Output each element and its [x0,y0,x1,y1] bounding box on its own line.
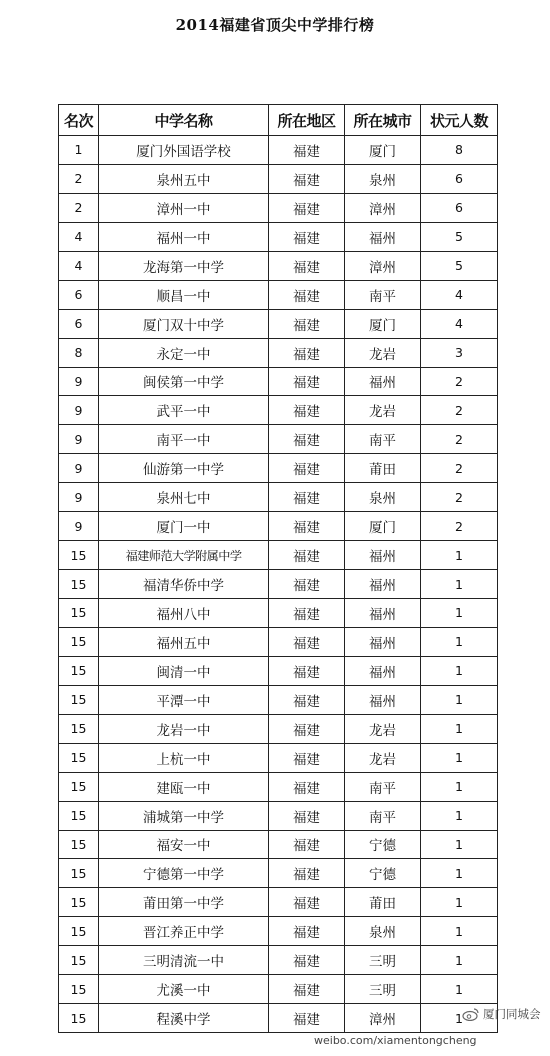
school-name-cell: 建瓯一中 [99,772,269,801]
city-cell: 福州 [345,627,421,656]
top-scorer-count-cell: 1 [421,570,498,599]
city-cell: 龙岩 [345,714,421,743]
top-scorer-count-cell: 3 [421,338,498,367]
rank-cell: 1 [59,136,99,165]
city-cell: 泉州 [345,164,421,193]
rank-cell: 15 [59,599,99,628]
region-cell: 福建 [269,888,345,917]
city-cell: 福州 [345,656,421,685]
school-name-cell: 莆田第一中学 [99,888,269,917]
school-name-cell: 顺昌一中 [99,280,269,309]
table-row [59,280,498,309]
rank-cell: 15 [59,946,99,975]
region-cell: 福建 [269,570,345,599]
top-scorer-count-cell: 4 [421,309,498,338]
table-row [59,222,498,251]
rank-cell: 9 [59,396,99,425]
table-row [59,541,498,570]
school-name-cell: 上杭一中 [99,743,269,772]
school-name-cell: 福州八中 [99,599,269,628]
table-row [59,193,498,222]
city-cell: 南平 [345,772,421,801]
school-name-cell: 厦门一中 [99,512,269,541]
region-cell: 福建 [269,425,345,454]
header-school-name: 中学名称 [99,105,269,136]
city-cell: 龙岩 [345,396,421,425]
city-cell: 龙岩 [345,743,421,772]
table-row [59,512,498,541]
city-cell: 厦门 [345,512,421,541]
table-row [59,772,498,801]
top-scorer-count-cell: 1 [421,1004,498,1033]
city-cell: 漳州 [345,1004,421,1033]
table-row [59,570,498,599]
rank-cell: 9 [59,425,99,454]
rank-cell: 15 [59,743,99,772]
top-scorer-count-cell: 1 [421,830,498,859]
table-row [59,367,498,396]
rank-cell: 15 [59,656,99,685]
region-cell: 福建 [269,917,345,946]
city-cell: 宁德 [345,859,421,888]
city-cell: 南平 [345,425,421,454]
table-header-row [59,105,498,136]
region-cell: 福建 [269,136,345,165]
table-row [59,859,498,888]
watermark-url: weibo.com/xiamentongcheng [314,1034,477,1047]
school-name-cell: 三明清流一中 [99,946,269,975]
region-cell: 福建 [269,309,345,338]
region-cell: 福建 [269,338,345,367]
school-name-cell: 尤溪一中 [99,975,269,1004]
top-scorer-count-cell: 1 [421,946,498,975]
city-cell: 龙岩 [345,338,421,367]
school-name-cell: 武平一中 [99,396,269,425]
rank-cell: 15 [59,917,99,946]
city-cell: 漳州 [345,193,421,222]
school-name-cell: 漳州一中 [99,193,269,222]
table-row [59,888,498,917]
top-scorer-count-cell: 6 [421,164,498,193]
top-scorer-count-cell: 1 [421,917,498,946]
table-body [59,136,498,1033]
table-row [59,685,498,714]
school-name-cell: 厦门双十中学 [99,309,269,338]
school-name-cell: 泉州七中 [99,483,269,512]
header-city: 所在城市 [345,105,421,136]
region-cell: 福建 [269,946,345,975]
rank-cell: 15 [59,801,99,830]
top-scorer-count-cell: 6 [421,193,498,222]
rank-cell: 9 [59,454,99,483]
school-name-cell: 泉州五中 [99,164,269,193]
top-scorer-count-cell: 2 [421,367,498,396]
region-cell: 福建 [269,512,345,541]
table-row [59,136,498,165]
rank-cell: 15 [59,627,99,656]
region-cell: 福建 [269,222,345,251]
top-scorer-count-cell: 1 [421,975,498,1004]
city-cell: 福州 [345,541,421,570]
watermark-account-name: 厦门同城会 [483,1007,541,1021]
table-row [59,251,498,280]
school-name-cell: 宁德第一中学 [99,859,269,888]
rank-cell: 6 [59,309,99,338]
school-name-cell: 厦门外国语学校 [99,136,269,165]
table-row [59,801,498,830]
header-region: 所在地区 [269,105,345,136]
table-row [59,975,498,1004]
region-cell: 福建 [269,367,345,396]
region-cell: 福建 [269,830,345,859]
table-row [59,743,498,772]
ranking-table [58,104,498,1033]
school-name-cell: 龙岩一中 [99,714,269,743]
rank-cell: 4 [59,222,99,251]
top-scorer-count-cell: 1 [421,714,498,743]
page-title: 2014福建省顶尖中学排行榜 [175,16,375,34]
top-scorer-count-cell: 2 [421,396,498,425]
table-row [59,917,498,946]
rank-cell: 15 [59,772,99,801]
rank-cell: 9 [59,483,99,512]
region-cell: 福建 [269,743,345,772]
header-rank: 名次 [59,105,99,136]
top-scorer-count-cell: 4 [421,280,498,309]
region-cell: 福建 [269,714,345,743]
rank-cell: 15 [59,975,99,1004]
school-name-cell: 闽侯第一中学 [99,367,269,396]
table-row [59,425,498,454]
top-scorer-count-cell: 2 [421,454,498,483]
region-cell: 福建 [269,772,345,801]
school-name-cell: 福清华侨中学 [99,570,269,599]
table-row [59,656,498,685]
city-cell: 莆田 [345,888,421,917]
table-row [59,396,498,425]
table-row [59,714,498,743]
school-name-cell: 龙海第一中学 [99,251,269,280]
top-scorer-count-cell: 1 [421,656,498,685]
top-scorer-count-cell: 5 [421,222,498,251]
rank-cell: 15 [59,570,99,599]
region-cell: 福建 [269,396,345,425]
school-name-cell: 福州一中 [99,222,269,251]
city-cell: 宁德 [345,830,421,859]
rank-cell: 15 [59,830,99,859]
top-scorer-count-cell: 2 [421,425,498,454]
region-cell: 福建 [269,599,345,628]
top-scorer-count-cell: 1 [421,599,498,628]
city-cell: 福州 [345,222,421,251]
table-row [59,627,498,656]
city-cell: 漳州 [345,251,421,280]
region-cell: 福建 [269,454,345,483]
school-name-cell: 晋江养正中学 [99,917,269,946]
region-cell: 福建 [269,164,345,193]
region-cell: 福建 [269,280,345,309]
table-row [59,483,498,512]
city-cell: 厦门 [345,309,421,338]
city-cell: 厦门 [345,136,421,165]
region-cell: 福建 [269,193,345,222]
city-cell: 福州 [345,599,421,628]
rank-cell: 9 [59,512,99,541]
school-name-cell: 平潭一中 [99,685,269,714]
table-row [59,599,498,628]
rank-cell: 15 [59,541,99,570]
table-row [59,946,498,975]
region-cell: 福建 [269,251,345,280]
city-cell: 三明 [345,975,421,1004]
top-scorer-count-cell: 1 [421,888,498,917]
school-name-cell: 程溪中学 [99,1004,269,1033]
school-name-cell: 永定一中 [99,338,269,367]
rank-cell: 15 [59,1004,99,1033]
top-scorer-count-cell: 2 [421,512,498,541]
rank-cell: 6 [59,280,99,309]
top-scorer-count-cell: 1 [421,743,498,772]
school-name-cell: 浦城第一中学 [99,801,269,830]
region-cell: 福建 [269,627,345,656]
region-cell: 福建 [269,1004,345,1033]
table-row [59,454,498,483]
rank-cell: 15 [59,888,99,917]
school-name-cell: 南平一中 [99,425,269,454]
region-cell: 福建 [269,685,345,714]
region-cell: 福建 [269,541,345,570]
top-scorer-count-cell: 1 [421,541,498,570]
table-row [59,830,498,859]
region-cell: 福建 [269,801,345,830]
city-cell: 福州 [345,570,421,599]
school-name-cell: 福州五中 [99,627,269,656]
city-cell: 南平 [345,801,421,830]
top-scorer-count-cell: 1 [421,627,498,656]
table-row [59,338,498,367]
city-cell: 莆田 [345,454,421,483]
top-scorer-count-cell: 1 [421,772,498,801]
region-cell: 福建 [269,656,345,685]
rank-cell: 15 [59,859,99,888]
city-cell: 南平 [345,280,421,309]
table-row [59,1004,498,1033]
top-scorer-count-cell: 2 [421,483,498,512]
top-scorer-count-cell: 5 [421,251,498,280]
region-cell: 福建 [269,859,345,888]
school-name-cell: 仙游第一中学 [99,454,269,483]
rank-cell: 2 [59,164,99,193]
rank-cell: 8 [59,338,99,367]
top-scorer-count-cell: 1 [421,859,498,888]
top-scorer-count-cell: 1 [421,685,498,714]
rank-cell: 4 [59,251,99,280]
region-cell: 福建 [269,975,345,1004]
rank-cell: 9 [59,367,99,396]
rank-cell: 2 [59,193,99,222]
school-name-cell: 闽清一中 [99,656,269,685]
table-row [59,164,498,193]
rank-cell: 15 [59,685,99,714]
region-cell: 福建 [269,483,345,512]
city-cell: 福州 [345,685,421,714]
top-scorer-count-cell: 1 [421,801,498,830]
weibo-logo-icon [462,1007,480,1021]
school-name-cell: 福安一中 [99,830,269,859]
city-cell: 泉州 [345,483,421,512]
city-cell: 福州 [345,367,421,396]
school-name-cell: 福建师范大学附属中学 [99,541,269,570]
city-cell: 三明 [345,946,421,975]
city-cell: 泉州 [345,917,421,946]
rank-cell: 15 [59,714,99,743]
top-scorer-count-cell: 8 [421,136,498,165]
table-row [59,309,498,338]
watermark-account [462,1006,541,1022]
header-top-scorer-count: 状元人数 [421,105,498,136]
